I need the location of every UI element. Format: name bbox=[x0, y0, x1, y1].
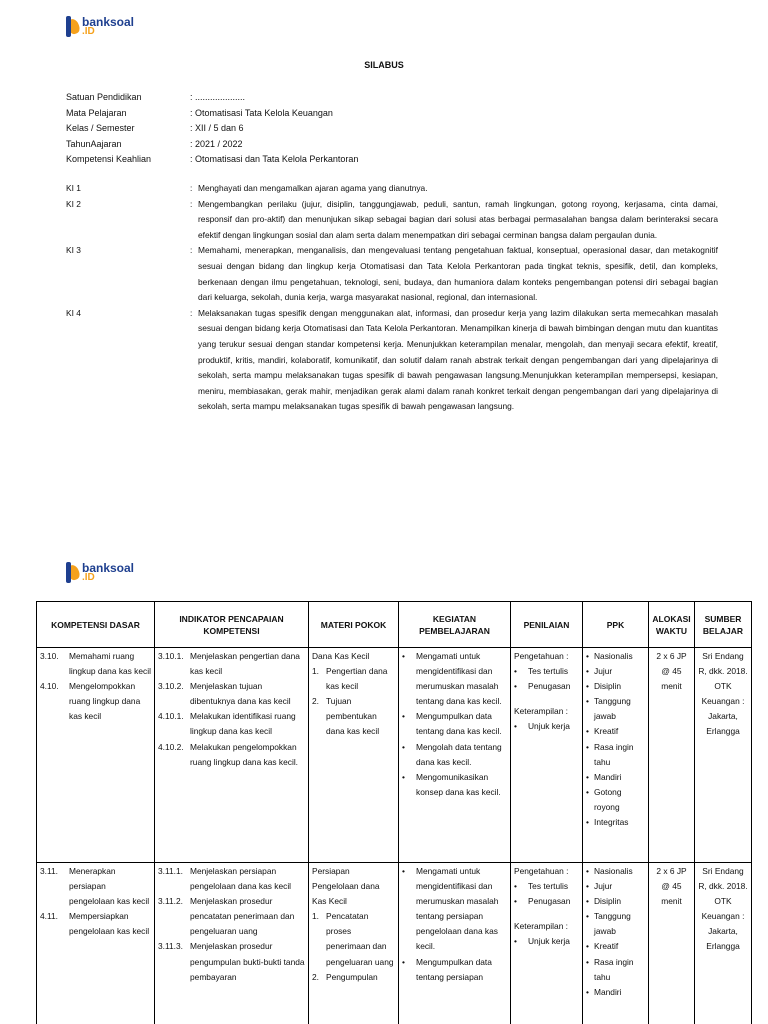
banksoal-logo bbox=[66, 562, 134, 584]
ki-label: KI 2 bbox=[66, 198, 81, 209]
header-sumber: SUMBER BELAJAR bbox=[695, 602, 752, 648]
header-alokasi: ALOKASI WAKTU bbox=[649, 602, 695, 648]
ki-text: Menghayati dan mengamalkan ajaran agama yang dianutnya. bbox=[198, 183, 428, 193]
page-title: SILABUS bbox=[364, 60, 404, 70]
logo-word: banksoal bbox=[82, 561, 135, 575]
info-row bbox=[66, 106, 716, 122]
info-value: : .................... bbox=[190, 92, 246, 102]
info-row bbox=[66, 137, 716, 153]
info-row bbox=[66, 90, 716, 106]
info-label: TahunAajaran bbox=[66, 138, 122, 149]
header-kd: KOMPETENSI DASAR bbox=[37, 602, 155, 648]
ki-row: KI 4 : Melaksanakan tugas spesifik dengan menggunakan alat, informasi, dan prosedur kerja yang lazim dilakukan serta memecahkan masalah sesuai dengan bidang kerja Otomatisasi dan Tata Kelola Perkantoran. Menampilkan kinerja di bawah bimbingan dengan mutu dan kuantitas yang terukur sesuai dengan standar kompetensi kerja. Menunjukkan keterampilan menalar, mengolah, dan menyaji secara efektif, kreatif, produktif, kritis, mandiri, kolaboratif, komunikatif, dan solutif dalam ranah abstrak terkait dengan pengembangan dari yang dipelajarinya di sekolah, serta mampu melaksanakan tugas spesifik di bawah pengawasan langsung.Menunjukkan keterampilan mempersepsi, kesiapan, meniru, membiasakan, gerak mahir, menjadikan gerak alami dalam ranah konkret terkait dengan pengembangan dari yang dipelajarinya di sekolah, serta mampu melaksanakan tugas spesifik di bawah pengawasan langsung. bbox=[66, 306, 718, 415]
kd-cell: 3.10. Memahami ruang lingkup dana kas kecil 4.10. Mengelompokkan ruang lingkup dana kas kecil bbox=[37, 648, 155, 863]
alokasi-cell: 2 x 6 JP @ 45 menit bbox=[649, 648, 695, 863]
syllabus-table bbox=[36, 601, 752, 1024]
ki-row: KI 3 : Memahami, menerapkan, menganalisis, dan mengevaluasi tentang pengetahuan faktual, konseptual, operasional dasar, dan metakognitif sesuai dengan bidang dan lingkup kerja Otomatisasi dan Tata Kelola Perkantoran pada tingkat teknis, spesifik, detil, dan kompleks, berkenaan dengan ilmu pengetahuan, teknologi, seni, budaya, dan humaniora dalam konteks pengembangan potensi diri sebagai bagian dari keluarga, sekolah, dunia kerja, warga masyarakat nasional, regional, dan internasional. bbox=[66, 243, 718, 305]
ki-text: Memahami, menerapkan, menganalisis, dan mengevaluasi tentang pengetahuan faktual, konseptual, operasional dasar, dan metakognitif sesuai dengan bidang dan lingkup kerja Otomatisasi dan Tata Kelola Perkantoran pada tingkat teknis, spesifik, detil, dan kompleks, berkenaan dengan ilmu pengetahuan, teknologi, seni, budaya, dan humaniora dalam konteks pengembangan potensi diri sebagai bagian dari keluarga, sekolah, dunia kerja, warga masyarakat nasional, regional, dan internasional. bbox=[198, 245, 718, 303]
materi-cell: Persiapan Pengelolaan dana Kas Kecil 1. Pencatatan proses penerimaan dan pengeluaran uang 2. Pengumpulan bbox=[309, 863, 399, 1024]
materi-cell: Dana Kas Kecil 1. Pengertian dana kas kecil 2. Tujuan pembentukan dana kas kecil bbox=[309, 648, 399, 863]
penilaian-cell: Pengetahuan : • Tes tertulis • Penugasan Keterampilan : • Unjuk kerja bbox=[511, 648, 583, 863]
ki-label: KI 3 bbox=[66, 245, 81, 256]
ppk-cell: • Nasionalis • Jujur • Disiplin • Tanggung jawab • Kreatif • Rasa ingin tahu • Mandiri bbox=[583, 863, 649, 1024]
ppk-cell: • Nasionalis • Jujur • Disiplin • Tanggung jawab • Kreatif • Rasa ingin tahu • Mandiri • Gotong royong • Integritas bbox=[583, 648, 649, 863]
ki-label: KI 1 bbox=[66, 183, 81, 193]
ki-row: KI 2 : Mengembangkan perilaku (jujur, disiplin, tanggungjawab, peduli, santun, ramah lingkungan, gotong royong, kerjasama, cinta damai, responsif dan pro-aktif) dan menunjukan sikap sebagai bagian dari solusi atas berbagai permasalahan bangsa dalam berinteraksi secara efektif dengan lingkungan sosial dan alam serta dalam menempatkan diri sebagai cerminan bangsa dalam pergaulan dunia. bbox=[66, 197, 718, 244]
header-ipk: INDIKATOR PENCAPAIAN KOMPETENSI bbox=[155, 602, 309, 648]
logo-sub: .ID bbox=[82, 26, 95, 37]
ki-row: KI 1 : Menghayati dan mengamalkan ajaran agama yang dianutnya. bbox=[66, 181, 718, 197]
table-row bbox=[37, 863, 752, 1024]
ipk-cell: 3.11.1. Menjelaskan persiapan pengelolaan dana kas kecil 3.11.2. Menjelaskan prosedur pencatatan penerimaan dan pengeluaran uang 3.11.3. Menjelaskan prosedur pengumpulan bukti-bukti tanda pembayaran bbox=[155, 863, 309, 1024]
banksoal-logo bbox=[66, 16, 134, 38]
alokasi-cell: 2 x 6 JP @ 45 menit bbox=[649, 863, 695, 1024]
info-row bbox=[66, 152, 716, 168]
info-value: : 2021 / 2022 bbox=[190, 138, 243, 149]
ki-label: KI 4 bbox=[66, 307, 81, 318]
ki-block bbox=[66, 181, 718, 415]
info-value: : Otomatisasi dan Tata Kelola Perkantoran bbox=[190, 154, 359, 164]
header-ppk: PPK bbox=[583, 602, 649, 648]
logo-icon bbox=[66, 16, 80, 38]
info-block bbox=[66, 90, 716, 168]
penilaian-cell: Pengetahuan : • Tes tertulis • Penugasan Keterampilan : • Unjuk kerja bbox=[511, 863, 583, 1024]
info-value: : Otomatisasi Tata Kelola Keuangan bbox=[190, 107, 333, 118]
ki-text: Melaksanakan tugas spesifik dengan menggunakan alat, informasi, dan prosedur kerja yang lazim dilakukan serta memecahkan masalah sesuai dengan bidang kerja Otomatisasi dan Tata Kelola Perkantoran. Menampilkan kinerja di bawah bimbingan dengan mutu dan kuantitas yang terukur sesuai dengan standar kompetensi kerja. Menunjukkan keterampilan menalar, mengolah, dan menyaji secara efektif, kreatif, produktif, kritis, mandiri, kolaboratif, komunikatif, dan solutif dalam ranah abstrak terkait dengan pengembangan dari yang dipelajarinya di sekolah, serta mampu melaksanakan tugas spesifik di bawah pengawasan langsung.Menunjukkan keterampilan mempersepsi, kesiapan, meniru, membiasakan, gerak mahir, menjadikan gerak alami dalam ranah konkret terkait dengan pengembangan dari yang dipelajarinya di sekolah, serta mampu melaksanakan tugas spesifik di bawah pengawasan langsung. bbox=[198, 307, 718, 412]
ki-text: Mengembangkan perilaku (jujur, disiplin, tanggungjawab, peduli, santun, ramah lingkungan, gotong royong, kerjasama, cinta damai, responsif dan pro-aktif) dan menunjukan sikap sebagai bagian dari solusi atas berbagai permasalahan bangsa dalam berinteraksi secara efektif dengan lingkungan sosial dan alam serta dalam menempatkan diri sebagai cerminan bangsa dalam pergaulan dunia. bbox=[198, 198, 718, 240]
info-label: Mata Pelajaran bbox=[66, 107, 127, 118]
sumber-cell: Sri Endang R, dkk. 2018. OTK Keuangan : Jakarta, Erlangga bbox=[695, 648, 752, 863]
info-label: Kelas / Semester bbox=[66, 123, 135, 133]
sumber-cell: Sri Endang R, dkk. 2018. OTK Keuangan : Jakarta, Erlangga bbox=[695, 863, 752, 1024]
kd-cell: 3.11. Menerapkan persiapan pengelolaan kas kecil 4.11. Mempersiapkan pengelolaan kas kecil bbox=[37, 863, 155, 1024]
logo-word: banksoal bbox=[82, 15, 135, 29]
kegiatan-cell: • Mengamati untuk mengidentifikasi dan merumuskan masalah tentang dana kas kecil. • Mengumpulkan data tentang dana kas kecil. • Mengolah data tentang dana kas kecil. • Mengomunikasikan konsep dana kas kecil. bbox=[399, 648, 511, 863]
info-label: Kompetensi Keahlian bbox=[66, 154, 152, 164]
info-label: Satuan Pendidikan bbox=[66, 92, 142, 102]
info-row bbox=[66, 121, 716, 137]
table-header-row bbox=[37, 602, 752, 648]
table-row bbox=[37, 648, 752, 863]
ipk-cell: 3.10.1. Menjelaskan pengertian dana kas kecil 3.10.2. Menjelaskan tujuan dibentuknya dana kas kecil 4.10.1. Melakukan identifikasi ruang lingkup dana kas kecil 4.10.2. Melakukan pengelompokkan ruang lingkup dana kas kecil. bbox=[155, 648, 309, 863]
logo-sub: .ID bbox=[82, 572, 95, 583]
header-kegiatan: KEGIATAN PEMBELAJARAN bbox=[399, 602, 511, 648]
header-materi: MATERI POKOK bbox=[309, 602, 399, 648]
kegiatan-cell: • Mengamati untuk mengidentifikasi dan merumuskan masalah tentang persiapan pengelolaan dana kas kecil. • Mengumpulkan data tentang persiapan bbox=[399, 863, 511, 1024]
header-penilaian: PENILAIAN bbox=[511, 602, 583, 648]
info-value: : XII / 5 dan 6 bbox=[190, 123, 244, 133]
logo-icon bbox=[66, 562, 80, 584]
